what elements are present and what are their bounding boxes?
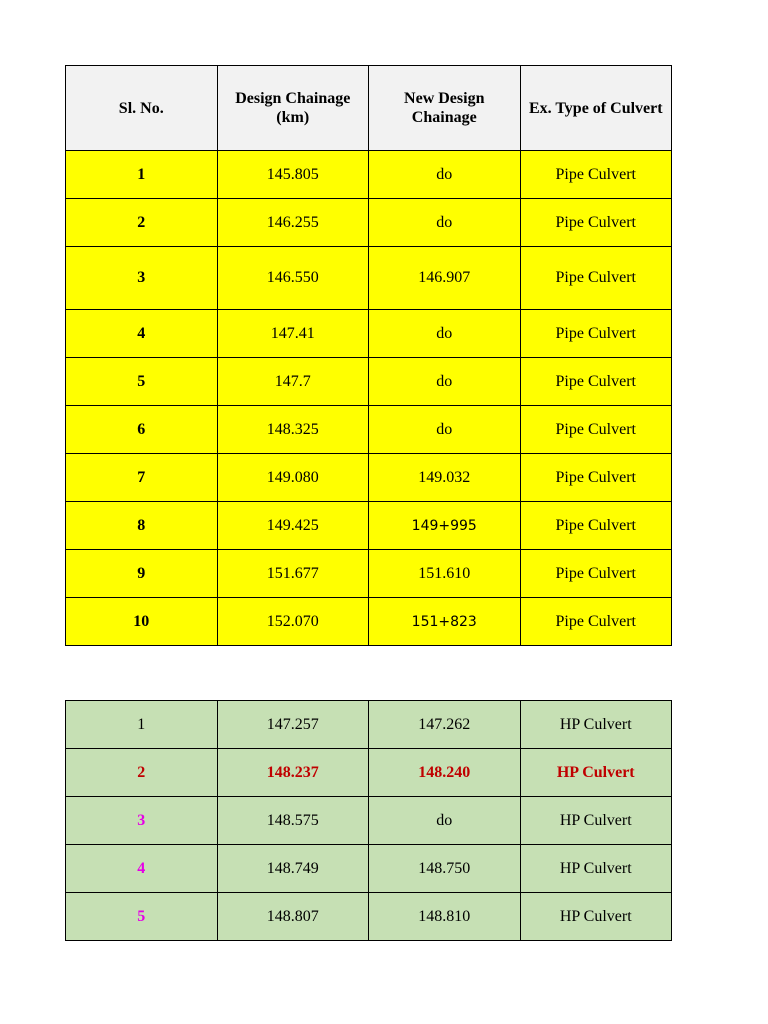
cell-new-design-chainage: 147.262: [369, 701, 521, 749]
cell-sl-no: 6: [66, 406, 218, 454]
cell-design-chainage: 148.575: [217, 797, 369, 845]
cell-culvert-type: Pipe Culvert: [520, 550, 672, 598]
cell-culvert-type: HP Culvert: [520, 701, 672, 749]
cell-sl-no: 7: [66, 454, 218, 502]
table-row: [66, 310, 672, 358]
cell-new-design-chainage: do: [369, 406, 521, 454]
cell-culvert-type: Pipe Culvert: [520, 502, 672, 550]
cell-design-chainage: 148.807: [217, 893, 369, 941]
cell-design-chainage: 149.080: [217, 454, 369, 502]
table-row: [66, 598, 672, 646]
cell-sl-no: 10: [66, 598, 218, 646]
cell-design-chainage: 147.41: [217, 310, 369, 358]
table-row: [66, 358, 672, 406]
cell-design-chainage: 147.7: [217, 358, 369, 406]
cell-sl-no: 3: [66, 797, 218, 845]
table-row: [66, 797, 672, 845]
table-row: [66, 550, 672, 598]
cell-new-design-chainage: 148.810: [369, 893, 521, 941]
header-culvert-type: Ex. Type of Culvert: [520, 66, 672, 151]
cell-sl-no: 2: [66, 199, 218, 247]
cell-culvert-type: HP Culvert: [520, 797, 672, 845]
cell-sl-no: 4: [66, 845, 218, 893]
table-row-highlighted: [66, 749, 672, 797]
cell-sl-no: 1: [66, 151, 218, 199]
cell-culvert-type: HP Culvert: [520, 845, 672, 893]
cell-new-design-chainage: 148.240: [369, 749, 521, 797]
cell-sl-no: 9: [66, 550, 218, 598]
cell-sl-no: 5: [66, 358, 218, 406]
header-new-design-chainage: New Design Chainage: [369, 66, 521, 151]
cell-new-design-chainage: do: [369, 151, 521, 199]
table-row: [66, 406, 672, 454]
cell-new-design-chainage: 149.032: [369, 454, 521, 502]
cell-new-design-chainage: do: [369, 797, 521, 845]
header-design-chainage: Design Chainage (km): [217, 66, 369, 151]
cell-culvert-type: Pipe Culvert: [520, 151, 672, 199]
cell-design-chainage: 146.550: [217, 247, 369, 310]
table-row: [66, 199, 672, 247]
cell-culvert-type: Pipe Culvert: [520, 310, 672, 358]
cell-design-chainage: 145.805: [217, 151, 369, 199]
hp-culvert-table: [65, 700, 672, 941]
cell-culvert-type: Pipe Culvert: [520, 406, 672, 454]
cell-culvert-type: Pipe Culvert: [520, 454, 672, 502]
cell-design-chainage: 146.255: [217, 199, 369, 247]
table-header-row: [66, 66, 672, 151]
cell-new-design-chainage: 148.750: [369, 845, 521, 893]
table-row: [66, 502, 672, 550]
table-row: [66, 151, 672, 199]
cell-sl-no: 1: [66, 701, 218, 749]
cell-culvert-type: HP Culvert: [520, 749, 672, 797]
cell-new-design-chainage: do: [369, 199, 521, 247]
cell-design-chainage: 149.425: [217, 502, 369, 550]
cell-sl-no: 8: [66, 502, 218, 550]
cell-design-chainage: 148.237: [217, 749, 369, 797]
cell-new-design-chainage: 151+823: [369, 598, 521, 646]
cell-culvert-type: HP Culvert: [520, 893, 672, 941]
table-row: [66, 454, 672, 502]
cell-design-chainage: 148.325: [217, 406, 369, 454]
cell-culvert-type: Pipe Culvert: [520, 598, 672, 646]
table-row: [66, 893, 672, 941]
cell-new-design-chainage: do: [369, 310, 521, 358]
cell-sl-no: 4: [66, 310, 218, 358]
cell-design-chainage: 147.257: [217, 701, 369, 749]
cell-culvert-type: Pipe Culvert: [520, 199, 672, 247]
cell-culvert-type: Pipe Culvert: [520, 247, 672, 310]
table-row: [66, 845, 672, 893]
cell-sl-no: 5: [66, 893, 218, 941]
header-sl-no: Sl. No.: [66, 66, 218, 151]
cell-new-design-chainage: 149+995: [369, 502, 521, 550]
table-row: [66, 701, 672, 749]
cell-sl-no: 2: [66, 749, 218, 797]
cell-new-design-chainage: 146.907: [369, 247, 521, 310]
cell-design-chainage: 152.070: [217, 598, 369, 646]
cell-new-design-chainage: 151.610: [369, 550, 521, 598]
cell-design-chainage: 148.749: [217, 845, 369, 893]
cell-design-chainage: 151.677: [217, 550, 369, 598]
cell-culvert-type: Pipe Culvert: [520, 358, 672, 406]
cell-new-design-chainage: do: [369, 358, 521, 406]
cell-sl-no: 3: [66, 247, 218, 310]
table-row: [66, 247, 672, 310]
pipe-culvert-table: [65, 65, 672, 646]
